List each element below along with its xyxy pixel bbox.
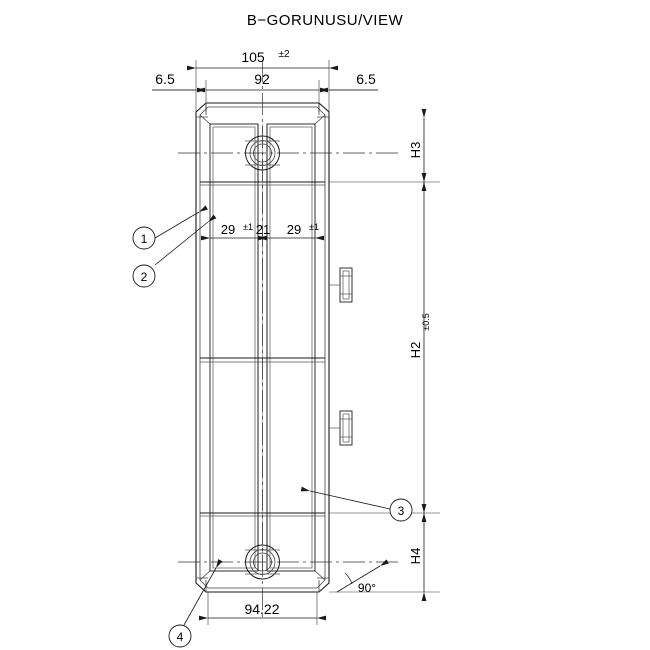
dim-panel-left: 29 bbox=[220, 222, 236, 237]
balloon-leaders bbox=[155, 212, 390, 625]
extension-lines bbox=[152, 60, 440, 625]
dimension-texts bbox=[155, 49, 431, 617]
dim-inner-width: 92 bbox=[254, 71, 270, 87]
dim-right-offset: 6.5 bbox=[356, 71, 376, 87]
dim-panel-right-tolerance: ±1 bbox=[309, 222, 319, 232]
dim-h2: H2 bbox=[408, 341, 423, 359]
balloon-2[interactable] bbox=[133, 265, 155, 287]
dim-angle: 90° bbox=[357, 581, 377, 595]
dim-panel-right: 29 bbox=[286, 222, 302, 237]
balloon-2-label: 2 bbox=[140, 270, 148, 284]
dim-overall-width-tolerance: ±2 bbox=[278, 49, 290, 60]
balloon-3[interactable] bbox=[390, 499, 412, 521]
dim-left-offset: 6.5 bbox=[155, 71, 175, 87]
dim-h3: H3 bbox=[408, 141, 423, 159]
centerlines bbox=[178, 60, 400, 620]
balloon-4-label: 4 bbox=[176, 630, 184, 644]
dim-overall-width: 105 bbox=[241, 49, 265, 65]
balloon-1[interactable] bbox=[133, 227, 155, 249]
dim-h2-tolerance: ±0.5 bbox=[421, 313, 431, 331]
wall-bracket-lower bbox=[329, 411, 352, 445]
balloon-3-label: 3 bbox=[397, 504, 405, 518]
dim-panel-center: 21 bbox=[255, 222, 271, 237]
balloon-4[interactable] bbox=[169, 625, 191, 647]
drawing-title: B−GORUNUSU/VIEW bbox=[246, 12, 404, 29]
balloon-1-label: 1 bbox=[140, 232, 148, 246]
dim-panel-left-tolerance: ±1 bbox=[243, 222, 253, 232]
dim-bottom-width: 94.22 bbox=[244, 601, 280, 617]
dimension-lines bbox=[152, 68, 424, 618]
dim-h4: H4 bbox=[408, 547, 423, 565]
wall-bracket-upper bbox=[329, 268, 352, 302]
